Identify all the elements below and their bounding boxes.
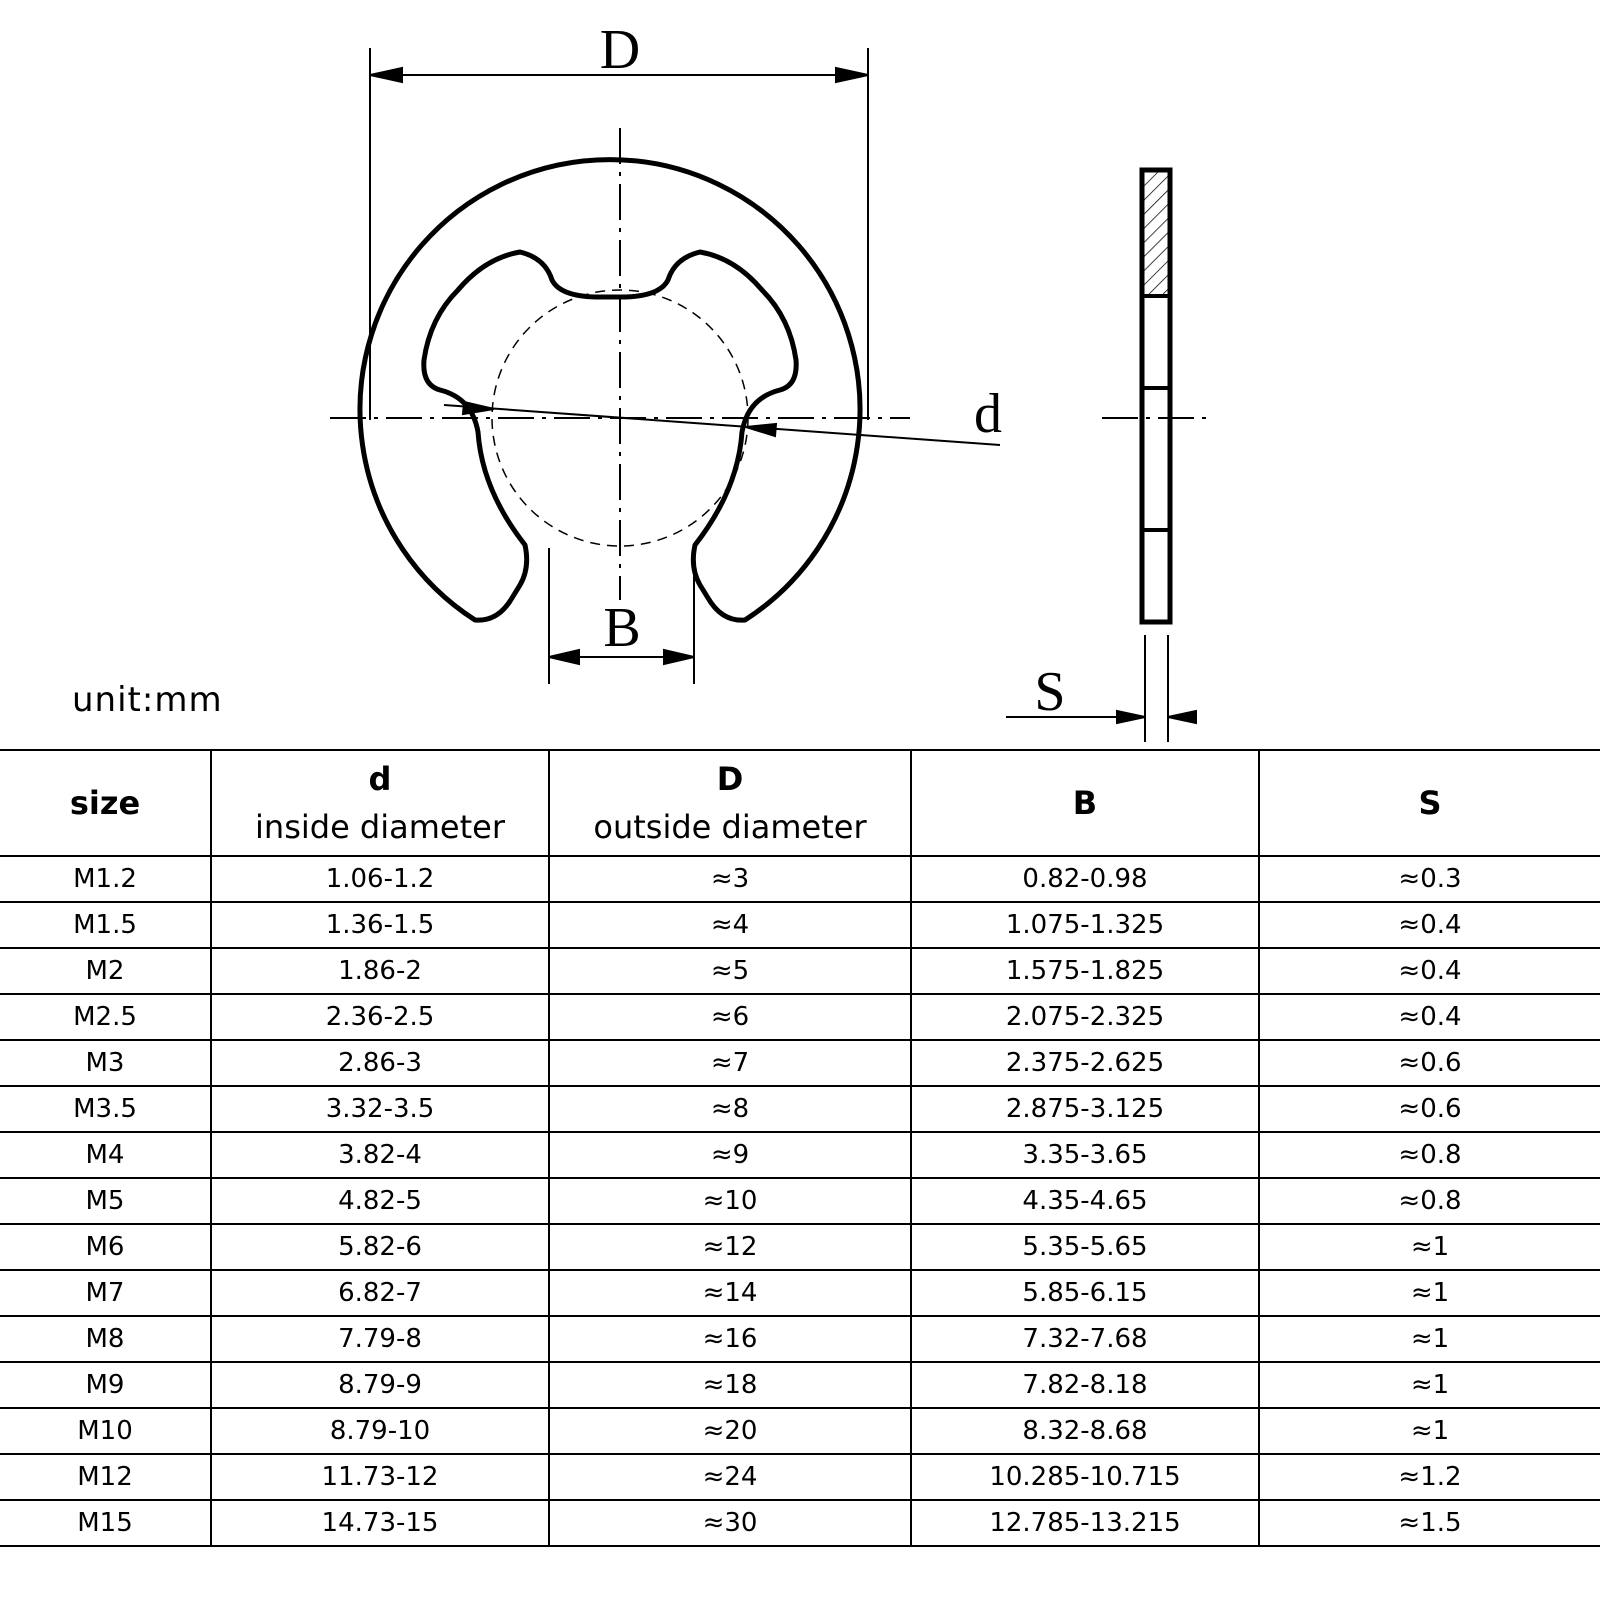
cell-size: M8	[0, 1316, 211, 1362]
table-row	[0, 1086, 1600, 1132]
cell-inside-diameter: 3.32-3.5	[211, 1086, 549, 1132]
cell-outside-diameter: ≈30	[549, 1500, 911, 1546]
cell-s-thickness: ≈0.4	[1259, 994, 1600, 1040]
cell-b-width: 12.785-13.215	[911, 1500, 1259, 1546]
label-S: S	[1034, 661, 1066, 723]
cell-s-thickness: ≈0.4	[1259, 902, 1600, 948]
cell-s-thickness: ≈1	[1259, 1224, 1600, 1270]
label-B: B	[603, 597, 641, 659]
cell-outside-diameter: ≈18	[549, 1362, 911, 1408]
cell-s-thickness: ≈0.4	[1259, 948, 1600, 994]
unit-label: unit:mm	[72, 680, 223, 720]
cell-outside-diameter: ≈4	[549, 902, 911, 948]
cell-size: M2	[0, 948, 211, 994]
table-row	[0, 1224, 1600, 1270]
cell-inside-diameter: 8.79-10	[211, 1408, 549, 1454]
side-view	[1102, 170, 1212, 622]
table-row	[0, 856, 1600, 902]
cell-outside-diameter: ≈8	[549, 1086, 911, 1132]
cell-outside-diameter: ≈3	[549, 856, 911, 902]
cell-b-width: 2.875-3.125	[911, 1086, 1259, 1132]
table-row	[0, 1500, 1600, 1546]
cell-outside-diameter: ≈7	[549, 1040, 911, 1086]
cell-inside-diameter: 6.82-7	[211, 1270, 549, 1316]
header-S-symbol: S	[1418, 784, 1442, 822]
e-clip-outline	[360, 160, 860, 621]
cell-inside-diameter: 3.82-4	[211, 1132, 549, 1178]
cell-s-thickness: ≈1.5	[1259, 1500, 1600, 1546]
cell-size: M2.5	[0, 994, 211, 1040]
label-D: D	[599, 19, 641, 81]
cell-inside-diameter: 1.36-1.5	[211, 902, 549, 948]
cell-outside-diameter: ≈16	[549, 1316, 911, 1362]
cell-s-thickness: ≈1	[1259, 1408, 1600, 1454]
front-view	[330, 128, 910, 620]
table-row	[0, 1270, 1600, 1316]
cell-outside-diameter: ≈10	[549, 1178, 911, 1224]
table-row	[0, 1408, 1600, 1454]
table-header-row	[0, 750, 1600, 856]
header-d-desc: inside diameter	[255, 808, 505, 846]
header-B	[911, 750, 1259, 856]
cell-b-width: 1.075-1.325	[911, 902, 1259, 948]
cell-b-width: 7.82-8.18	[911, 1362, 1259, 1408]
cell-inside-diameter: 4.82-5	[211, 1178, 549, 1224]
header-D-symbol: D	[716, 760, 744, 798]
dimension-table	[0, 749, 1600, 1547]
cell-b-width: 5.35-5.65	[911, 1224, 1259, 1270]
header-d	[211, 750, 549, 856]
cell-s-thickness: ≈0.6	[1259, 1040, 1600, 1086]
cell-size: M5	[0, 1178, 211, 1224]
cell-b-width: 4.35-4.65	[911, 1178, 1259, 1224]
cell-b-width: 1.575-1.825	[911, 948, 1259, 994]
cell-outside-diameter: ≈20	[549, 1408, 911, 1454]
table-row	[0, 1178, 1600, 1224]
header-D-desc: outside diameter	[593, 808, 867, 846]
cell-b-width: 2.075-2.325	[911, 994, 1259, 1040]
table-row	[0, 1362, 1600, 1408]
cell-inside-diameter: 5.82-6	[211, 1224, 549, 1270]
cell-outside-diameter: ≈9	[549, 1132, 911, 1178]
cell-s-thickness: ≈0.3	[1259, 856, 1600, 902]
cell-outside-diameter: ≈12	[549, 1224, 911, 1270]
header-S	[1259, 750, 1600, 856]
table-body	[0, 856, 1600, 1546]
table-row	[0, 994, 1600, 1040]
table-row	[0, 948, 1600, 994]
cell-s-thickness: ≈0.8	[1259, 1132, 1600, 1178]
table-row	[0, 1316, 1600, 1362]
cell-size: M15	[0, 1500, 211, 1546]
cell-size: M9	[0, 1362, 211, 1408]
table-row	[0, 902, 1600, 948]
cell-b-width: 10.285-10.715	[911, 1454, 1259, 1500]
cell-outside-diameter: ≈14	[549, 1270, 911, 1316]
cell-inside-diameter: 1.86-2	[211, 948, 549, 994]
cell-s-thickness: ≈1	[1259, 1316, 1600, 1362]
header-d-symbol: d	[368, 760, 392, 798]
cell-outside-diameter: ≈5	[549, 948, 911, 994]
cell-size: M12	[0, 1454, 211, 1500]
table-row	[0, 1132, 1600, 1178]
label-d: d	[974, 383, 1002, 445]
cell-inside-diameter: 2.86-3	[211, 1040, 549, 1086]
cell-size: M3.5	[0, 1086, 211, 1132]
cell-size: M1.5	[0, 902, 211, 948]
cell-b-width: 7.32-7.68	[911, 1316, 1259, 1362]
header-size	[0, 750, 211, 856]
cell-inside-diameter: 8.79-9	[211, 1362, 549, 1408]
cell-s-thickness: ≈1	[1259, 1270, 1600, 1316]
cell-b-width: 0.82-0.98	[911, 856, 1259, 902]
cell-inside-diameter: 11.73-12	[211, 1454, 549, 1500]
table-row	[0, 1040, 1600, 1086]
header-B-symbol: B	[1072, 784, 1098, 822]
cell-s-thickness: ≈1	[1259, 1362, 1600, 1408]
header-size-symbol: size	[69, 784, 141, 822]
cell-inside-diameter: 14.73-15	[211, 1500, 549, 1546]
cell-size: M10	[0, 1408, 211, 1454]
cell-inside-diameter: 7.79-8	[211, 1316, 549, 1362]
table-row	[0, 1454, 1600, 1500]
cell-size: M4	[0, 1132, 211, 1178]
cell-inside-diameter: 2.36-2.5	[211, 994, 549, 1040]
e-clip-technical-drawing	[0, 0, 1600, 750]
cell-b-width: 3.35-3.65	[911, 1132, 1259, 1178]
header-D	[549, 750, 911, 856]
cell-outside-diameter: ≈24	[549, 1454, 911, 1500]
cell-outside-diameter: ≈6	[549, 994, 911, 1040]
cell-s-thickness: ≈0.6	[1259, 1086, 1600, 1132]
cell-size: M1.2	[0, 856, 211, 902]
cell-size: M3	[0, 1040, 211, 1086]
cell-b-width: 5.85-6.15	[911, 1270, 1259, 1316]
cell-size: M7	[0, 1270, 211, 1316]
dimension-d	[444, 402, 1000, 445]
cell-b-width: 8.32-8.68	[911, 1408, 1259, 1454]
cell-s-thickness: ≈1.2	[1259, 1454, 1600, 1500]
side-hatched-section	[1142, 170, 1170, 296]
cell-inside-diameter: 1.06-1.2	[211, 856, 549, 902]
cell-b-width: 2.375-2.625	[911, 1040, 1259, 1086]
cell-size: M6	[0, 1224, 211, 1270]
cell-s-thickness: ≈0.8	[1259, 1178, 1600, 1224]
